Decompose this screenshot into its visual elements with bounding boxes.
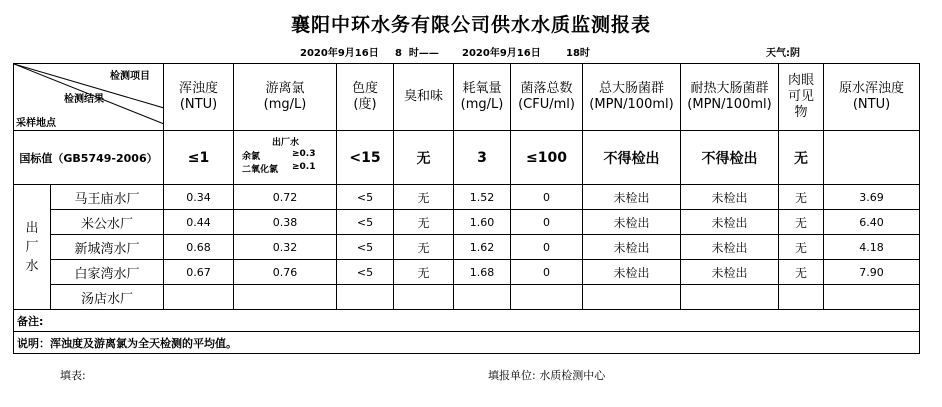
- cell-color: <5: [337, 235, 394, 260]
- cell-oxygen: 1.68: [454, 260, 511, 285]
- std-residual-value: ≥0.3: [292, 148, 316, 159]
- cell-coliform: 未检出: [583, 260, 681, 285]
- cell-turbidity: 0.34: [164, 185, 234, 210]
- cell-thermo-coliform: 未检出: [681, 235, 779, 260]
- period-end-hour: 18时: [566, 48, 590, 59]
- cell-coliform: 未检出: [583, 235, 681, 260]
- cell-thermo-coliform: 未检出: [681, 260, 779, 285]
- cell-odor: 无: [394, 185, 454, 210]
- site-name: 米公水厂: [51, 210, 164, 235]
- table-row: [14, 285, 920, 310]
- period-end-date: 2020年9月16日: [462, 48, 541, 59]
- cell-odor: 无: [394, 235, 454, 260]
- corner-site-label: 采样地点: [16, 118, 56, 129]
- std-raw: [824, 131, 920, 185]
- standard-label: 国标值（GB5749-2006）: [14, 131, 164, 185]
- cell-coliform: 未检出: [583, 210, 681, 235]
- std-oxygen: 3: [454, 131, 511, 185]
- std-chlorine: [234, 131, 337, 185]
- site-name: 白家湾水厂: [51, 260, 164, 285]
- cell-colony: 0: [511, 210, 583, 235]
- cell-turbidity: 0.44: [164, 210, 234, 235]
- cell-chlorine: 0.32: [234, 235, 337, 260]
- cell-visible: [779, 285, 824, 310]
- std-colony: ≤100: [511, 131, 583, 185]
- site-name: 马王庙水厂: [51, 185, 164, 210]
- footer-unit: 填报单位: 水质检测中心: [488, 369, 606, 382]
- cell-turbidity: 0.68: [164, 235, 234, 260]
- cell-color: <5: [337, 210, 394, 235]
- cell-thermo-coliform: 未检出: [681, 210, 779, 235]
- cell-coliform: 未检出: [583, 185, 681, 210]
- cell-chlorine: [234, 285, 337, 310]
- cell-odor: 无: [394, 260, 454, 285]
- std-color: <15: [337, 131, 394, 185]
- site-name: 汤店水厂: [51, 285, 164, 310]
- std-odor: 无: [394, 131, 454, 185]
- corner-header: [14, 64, 164, 131]
- col-odor: 臭和味: [394, 64, 454, 131]
- table-row: [14, 260, 920, 285]
- cell-color: <5: [337, 185, 394, 210]
- cell-oxygen: 1.62: [454, 235, 511, 260]
- cell-color: <5: [337, 260, 394, 285]
- std-coliform: 不得检出: [583, 131, 681, 185]
- col-color: 色度 (度): [337, 64, 394, 131]
- period-start-date: 2020年9月16日: [300, 48, 379, 59]
- std-visible: 无: [779, 131, 824, 185]
- weather-label: 天气:阴: [766, 48, 800, 59]
- cell-colony: 0: [511, 235, 583, 260]
- cell-visible: 无: [779, 235, 824, 260]
- col-coliform: 总大肠菌群 (MPN/100ml): [583, 64, 681, 131]
- cell-raw-turbidity: 4.18: [824, 235, 920, 260]
- cell-visible: 无: [779, 210, 824, 235]
- remark-row: [14, 310, 920, 332]
- cell-thermo-coliform: [681, 285, 779, 310]
- col-thermo-coliform: 耐热大肠菌群 (MPN/100ml): [681, 64, 779, 131]
- cell-color: [337, 285, 394, 310]
- cell-raw-turbidity: [824, 285, 920, 310]
- col-free-chlorine: 游离氯 (mg/L): [234, 64, 337, 131]
- corner-item-label: 检测项目: [110, 71, 150, 82]
- cell-raw-turbidity: 3.69: [824, 185, 920, 210]
- cell-thermo-coliform: 未检出: [681, 185, 779, 210]
- remark-label: 备注:: [14, 310, 920, 332]
- cell-raw-turbidity: 6.40: [824, 210, 920, 235]
- std-turbidity: ≤1: [164, 131, 234, 185]
- col-oxygen: 耗氧量 (mg/L): [454, 64, 511, 131]
- col-turbidity: 浑浊度 (NTU): [164, 64, 234, 131]
- std-chlorine-block: [234, 132, 336, 184]
- cell-colony: [511, 285, 583, 310]
- cell-oxygen: [454, 285, 511, 310]
- cell-chlorine: 0.72: [234, 185, 337, 210]
- cell-raw-turbidity: 7.90: [824, 260, 920, 285]
- standard-row: [14, 131, 920, 185]
- table-row: [14, 235, 920, 260]
- cell-oxygen: 1.52: [454, 185, 511, 210]
- std-dioxide-label: 二氧化氯: [242, 164, 279, 175]
- cell-colony: 0: [511, 185, 583, 210]
- explanation-text: 说明：浑浊度及游离氯为全天检测的平均值。: [14, 332, 920, 354]
- cell-visible: 无: [779, 185, 824, 210]
- table-row: [14, 185, 920, 210]
- group-label-outlet-water: 出 厂 水: [14, 185, 51, 310]
- std-chlorine-title: 出厂水: [272, 137, 300, 148]
- cell-odor: [394, 285, 454, 310]
- cell-chlorine: 0.38: [234, 210, 337, 235]
- cell-chlorine: 0.76: [234, 260, 337, 285]
- col-visible: 肉眼 可见 物: [779, 64, 824, 131]
- std-dioxide-value: ≥0.1: [292, 161, 316, 172]
- col-colony: 菌落总数 (CFU/ml): [511, 64, 583, 131]
- cell-colony: 0: [511, 260, 583, 285]
- corner-result-label: 检测结果: [64, 94, 104, 105]
- cell-turbidity: 0.67: [164, 260, 234, 285]
- cell-coliform: [583, 285, 681, 310]
- cell-odor: 无: [394, 210, 454, 235]
- std-residual-label: 余氯: [242, 151, 261, 162]
- explanation-row: [14, 332, 920, 354]
- header-row: [14, 64, 920, 131]
- report-title: 襄阳中环水务有限公司供水水质监测报表: [290, 14, 651, 36]
- std-thermo-coliform: 不得检出: [681, 131, 779, 185]
- water-quality-table: [13, 63, 920, 354]
- cell-visible: 无: [779, 260, 824, 285]
- footer-filler: 填表:: [60, 369, 86, 382]
- site-name: 新城湾水厂: [51, 235, 164, 260]
- cell-oxygen: 1.60: [454, 210, 511, 235]
- col-raw-turbidity: 原水浑浊度 (NTU): [824, 64, 920, 131]
- period-start-hour: 8 时——: [395, 48, 439, 59]
- cell-turbidity: [164, 285, 234, 310]
- table-row: [14, 210, 920, 235]
